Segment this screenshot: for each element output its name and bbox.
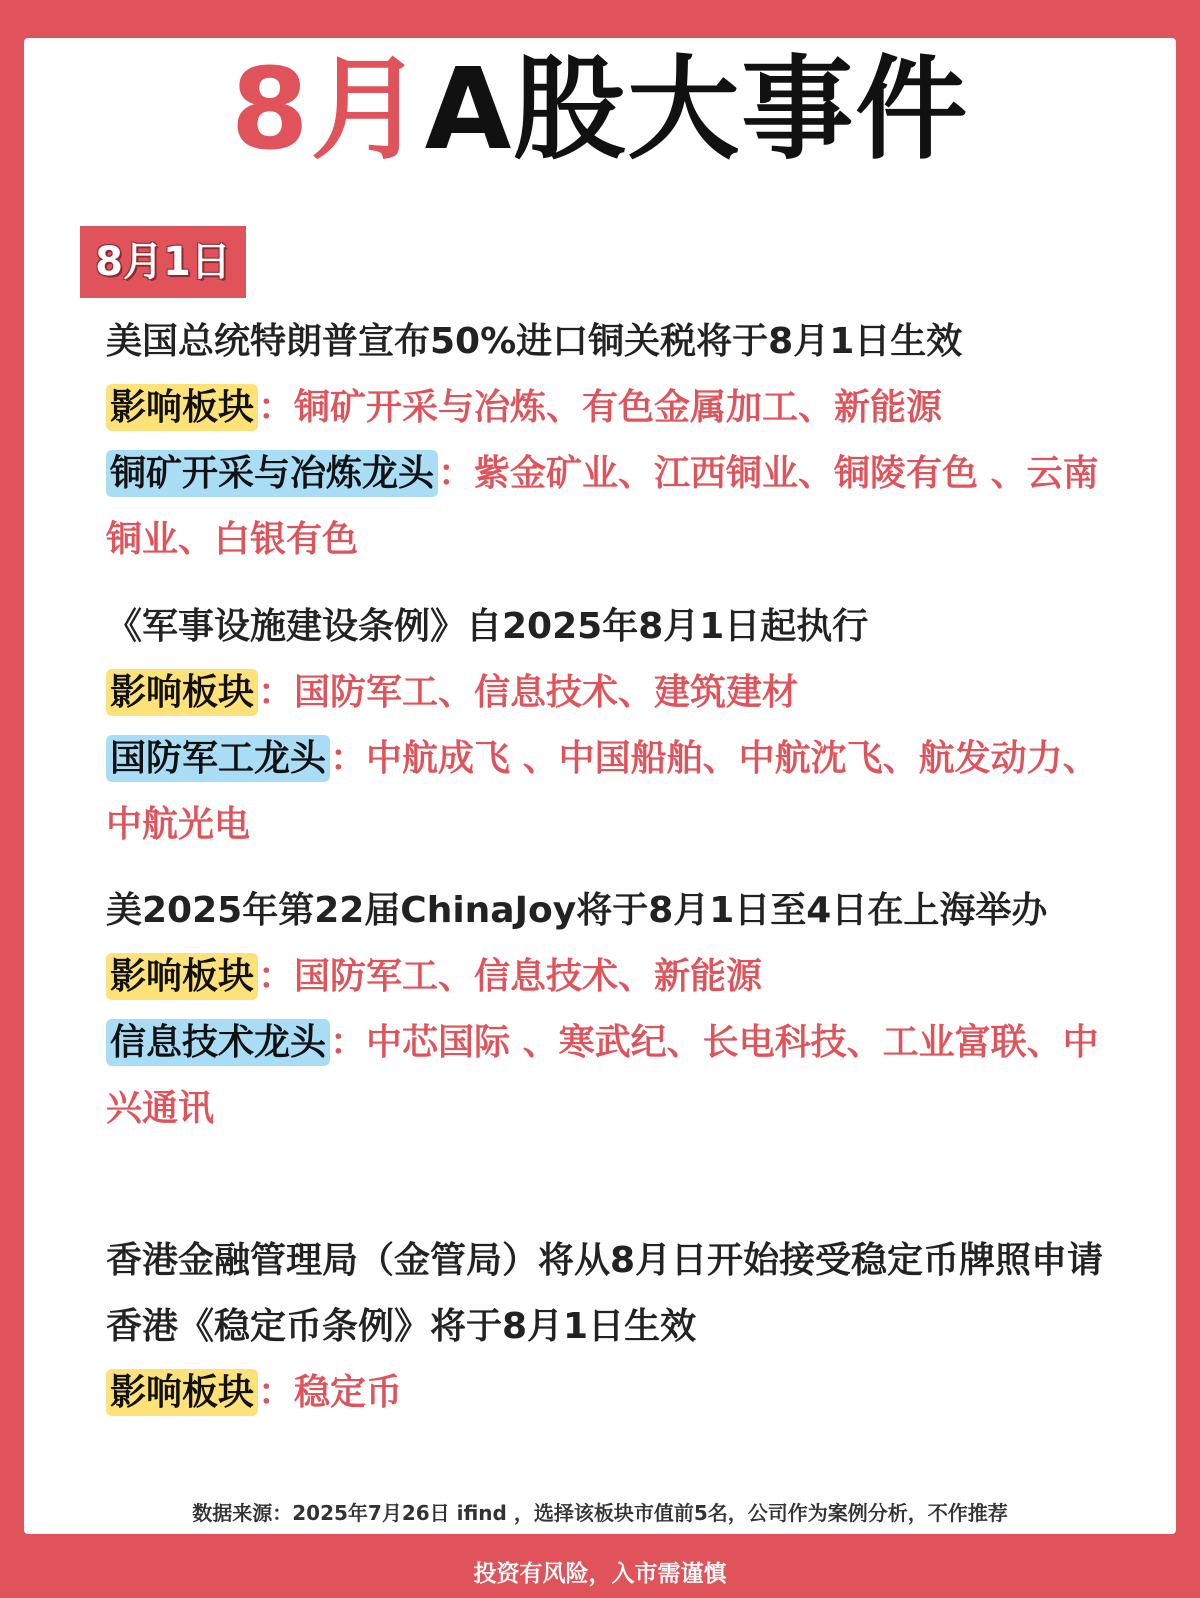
event-headline: 美2025年第22届ChinaJoy将于8月1日至4日在上海举办 xyxy=(106,890,1048,931)
event-3 xyxy=(106,878,1116,1142)
risk-warning: 投资有风险，入市需谨慎 xyxy=(473,1561,727,1587)
leader-values: 紫金矿业、江西铜业、铜陵有色 、云南铜业、白银有色 xyxy=(106,453,1099,560)
leader-values: 中航成飞 、中国船舶、中航沈飞、航发动力、中航光电 xyxy=(106,738,1099,845)
colon: ： xyxy=(258,387,295,428)
sector-tag: 影响板块 xyxy=(106,1369,258,1416)
sector-values: 国防军工、信息技术、建筑建材 xyxy=(294,672,799,713)
sector-values: 国防军工、信息技术、新能源 xyxy=(294,956,763,997)
sector-values: 稳定币 xyxy=(294,1372,403,1413)
colon: ： xyxy=(258,672,295,713)
sector-tag: 影响板块 xyxy=(106,669,258,716)
event-headline-2: 香港《稳定币条例》将于8月1日生效 xyxy=(106,1306,697,1347)
date-badge: 8月1日 xyxy=(80,226,246,298)
page-title xyxy=(0,45,1200,175)
sector-values: 铜矿开采与冶炼、有色金属加工、新能源 xyxy=(294,387,943,428)
title-main: A股大事件 xyxy=(424,45,970,175)
colon: ： xyxy=(330,1022,367,1063)
leader-tag: 信息技术龙头 xyxy=(106,1019,330,1066)
event-headline: 香港金融管理局（金管局）将从8月日开始接受稳定币牌照申请 xyxy=(106,1240,1104,1281)
sector-tag: 影响板块 xyxy=(106,384,258,431)
leader-tag: 铜矿开采与冶炼龙头 xyxy=(106,450,438,497)
event-2 xyxy=(106,594,1116,858)
event-1 xyxy=(106,309,1116,573)
data-source-note: 数据来源：2025年7月26日 ifind ，选择该板块市值前5名，公司作为案例分析，不作推荐 xyxy=(192,1501,1008,1525)
title-month: 8月 xyxy=(230,45,425,175)
sector-tag: 影响板块 xyxy=(106,953,258,1000)
colon: ： xyxy=(258,1372,295,1413)
colon: ： xyxy=(330,738,367,779)
leader-tag: 国防军工龙头 xyxy=(106,735,330,782)
leader-values: 中芯国际 、寒武纪、长电科技、工业富联、中兴通讯 xyxy=(106,1022,1099,1129)
event-headline: 美国总统特朗普宣布50%进口铜关税将于8月1日生效 xyxy=(106,321,963,362)
colon: ： xyxy=(258,956,295,997)
colon: ： xyxy=(438,453,475,494)
event-4 xyxy=(106,1228,1116,1426)
event-headline: 《军事设施建设条例》自2025年8月1日起执行 xyxy=(106,606,869,647)
